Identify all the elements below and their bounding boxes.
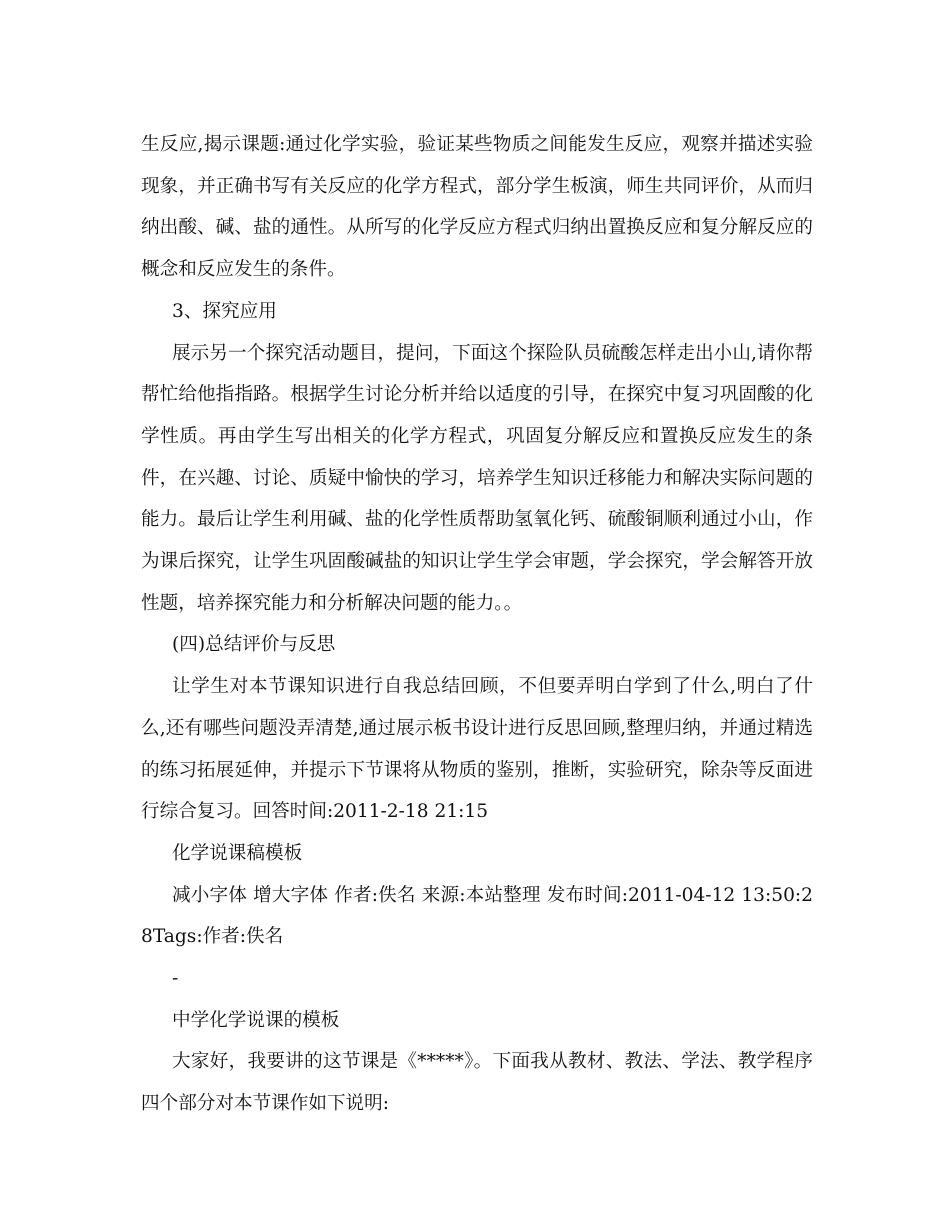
paragraph-explore-activity: 展示另一个探究活动题目，提问，下面这个探险队员硫酸怎样走出小山,请你帮帮忙给他指指路。根据学生讨论分析并给以适度的引导，在探究中复习巩固酸的化学性质。再由学生写出相关的化学方程式，巩固复分解反应和置换反应发生的条件，在兴趣、讨论、质疑中愉快的学习，培养学生知识迁移能力和解决实际问题的能力。最后让学生利用碱、盐的化学性质帮助氢氧化钙、硫酸铜顺利通过小山，作为课后探究，让学生巩固酸碱盐的知识让学生学会审题，学会探究，学会解答开放性题，培养探究能力和分析解决问题的能力。。 [141, 342, 813, 614]
paragraph-introduction: 大家好，我要讲的这节课是《*****》。下面我从教材、教法、学法、教学程序四个部分对本节课作如下说明: [141, 1051, 813, 1115]
separator-dash: - [172, 968, 179, 990]
paragraph-reaction-summary: 生反应,揭示课题:通过化学实验，验证某些物质之间能发生反应，观察并描述实验现象，并正确书写有关反应的化学方程式，部分学生板演，师生共同评价，从而归纳出酸、碱、盐的通性。从所写的化学反应方程式归纳出置换反应和复分解反应的概念和反应发生的条件。 [141, 134, 813, 281]
article-meta-line: 减小字体 增大字体 作者:佚名 来源:本站整理 发布时间:2011-04-12 13:50:28Tags:作者:佚名 [141, 884, 813, 948]
paragraph-summary-review: 让学生对本节课知识进行自我总结回顾，不但要弄明白学到了什么,明白了什么,还有哪些问题没弄清楚,通过展示板书设计进行反思回顾,整理归纳，并通过精选的练习拓展延伸，并提示下节课将从物质的鉴别，推断，实验研究，除杂等反面进行综合复习。回答时间:2011-2-18 21:15 [141, 676, 813, 823]
heading-explore-application: 3、探究应用 [172, 300, 277, 322]
heading-lesson-template: 化学说课稿模板 [172, 842, 303, 864]
document-page [141, 124, 813, 1125]
heading-summary-reflection: (四)总结评价与反思 [172, 634, 336, 656]
heading-middle-school-template: 中学化学说课的模板 [172, 1009, 340, 1031]
